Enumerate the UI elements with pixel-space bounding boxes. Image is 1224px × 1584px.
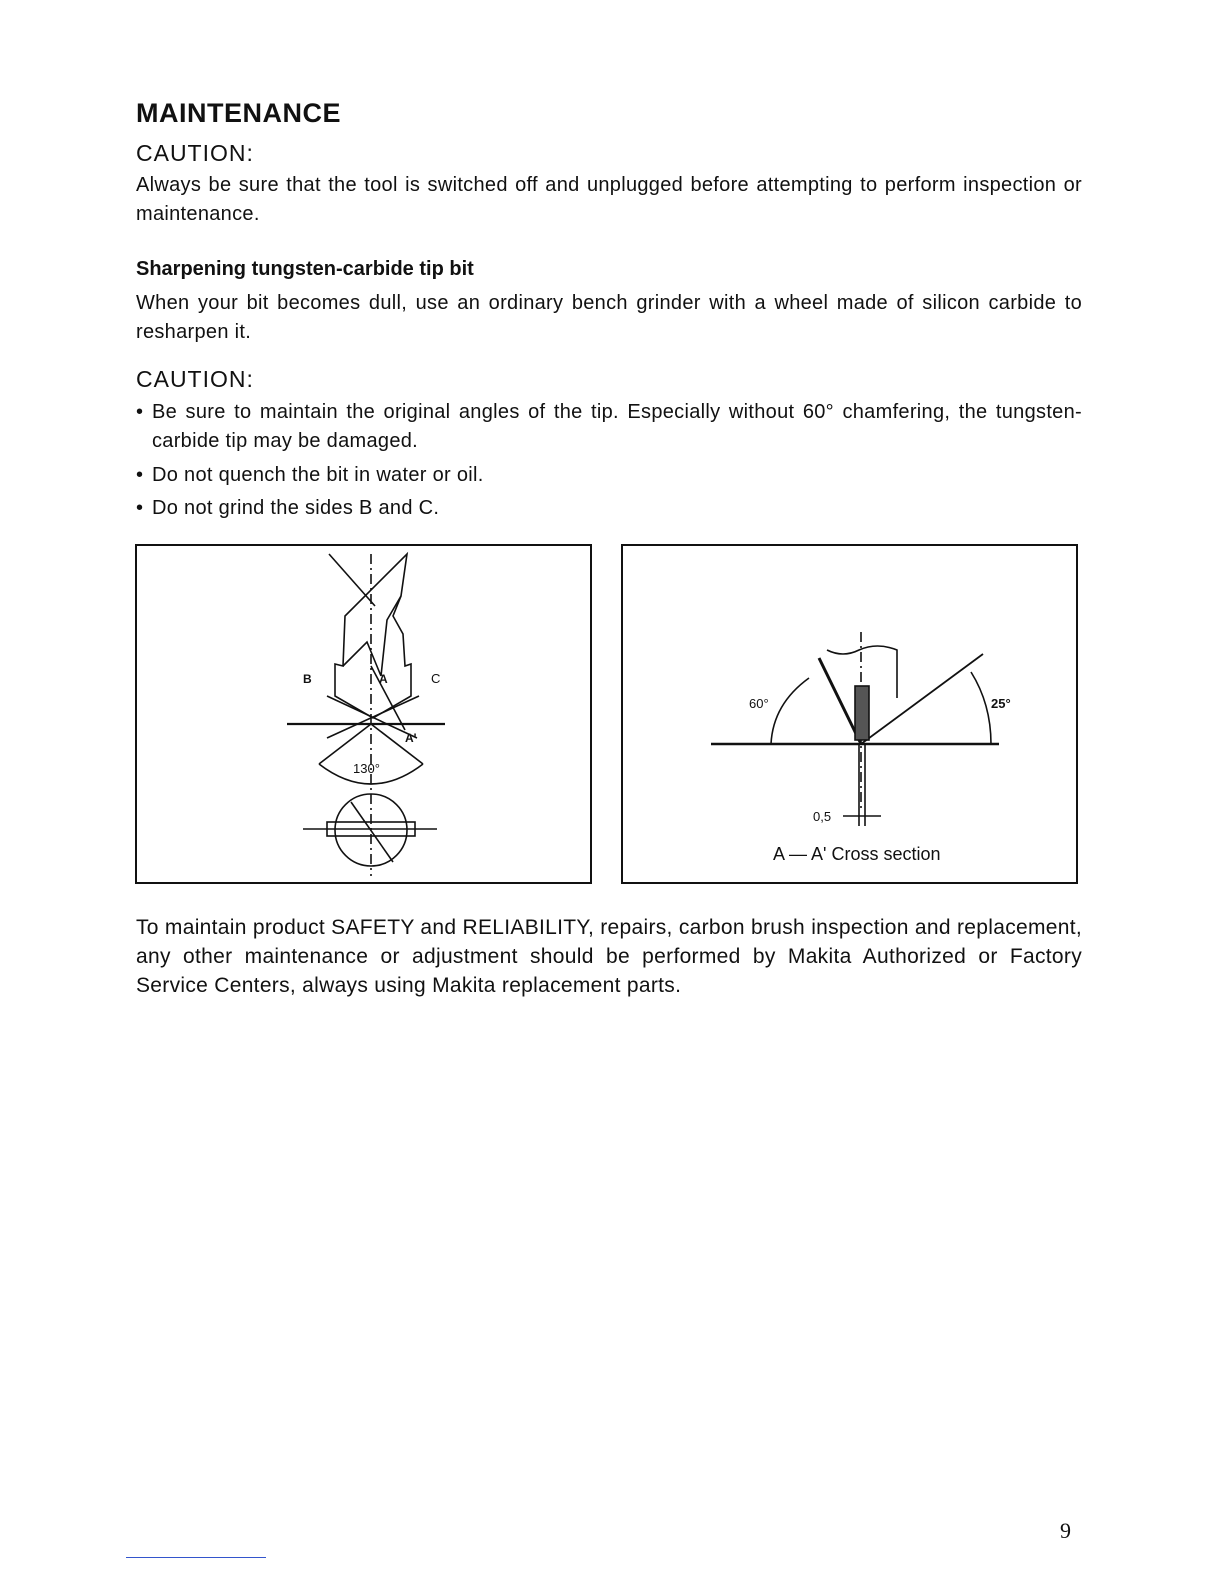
figure-bit-tip: [135, 544, 592, 884]
bullet-item-3: [136, 494, 1082, 523]
angle-label-60: 60°: [749, 696, 769, 711]
figure-cross-section: [621, 544, 1078, 884]
label-a-prime: A': [405, 731, 417, 745]
cross-section-drawing: [623, 546, 1076, 882]
bit-body-outline: [335, 554, 411, 718]
bullet-item-2: [136, 461, 1082, 490]
bit-outline-left: [329, 554, 375, 606]
label-c: C: [431, 671, 441, 686]
section-title-sharpening: Sharpening tungsten-carbide tip bit: [136, 258, 474, 280]
angle-arc-25: [971, 672, 991, 744]
clearance-edge-right: [861, 654, 983, 744]
bullet-text-3: Do not grind the sides B and C.: [152, 497, 440, 519]
caution-label-1: CAUTION:: [136, 140, 254, 166]
closing-paragraph: To maintain product SAFETY and RELIABILITY, repairs, carbon brush inspection and replacement, any other maintenance or adjustment should be performed by Makita Authorized or Factory Service Centers, always using Makita replacement parts.: [136, 916, 1082, 997]
end-view-diag: [351, 802, 393, 862]
page-number: 9: [1060, 1518, 1071, 1543]
bullet-text-2: Do not quench the bit in water or oil.: [152, 464, 484, 486]
page-title: MAINTENANCE: [136, 98, 341, 128]
sharpening-text: When your bit becomes dull, use an ordinary bench grinder with a wheel made of silicon carbide to resharpen it.: [136, 292, 1082, 343]
dimension-label: 0,5: [813, 809, 832, 824]
cross-section-caption: A — A' Cross section: [773, 844, 941, 864]
footer-rule: [126, 1557, 266, 1558]
bit-tip-drawing: [137, 546, 590, 882]
bullet-dot-icon: •: [136, 497, 144, 519]
bullet-dot-icon: •: [136, 464, 144, 486]
section-line-a: [371, 666, 405, 730]
caution-text-1: Always be sure that the tool is switched off and unplugged before attempting to perform inspection or maintenance.: [136, 174, 1082, 225]
bullet-text-1: Be sure to maintain the original angles of the tip. Especially without 60° chamfering, the tungsten-carbide tip may be damaged.: [152, 401, 1082, 452]
label-b: B: [303, 672, 312, 686]
bullet-dot-icon: •: [136, 401, 144, 423]
carbide-tip-hatched: [855, 686, 869, 740]
angle-arc-60: [771, 678, 809, 744]
angle-label-25: 25°: [991, 696, 1011, 711]
bit-cutting-edge: [343, 642, 381, 676]
bullet-item-1: [136, 398, 1082, 456]
caution-label-2: CAUTION:: [136, 366, 254, 392]
label-a: A: [379, 672, 388, 686]
bit-flute-line: [381, 596, 401, 676]
angle-label-130: 130°: [353, 761, 380, 776]
